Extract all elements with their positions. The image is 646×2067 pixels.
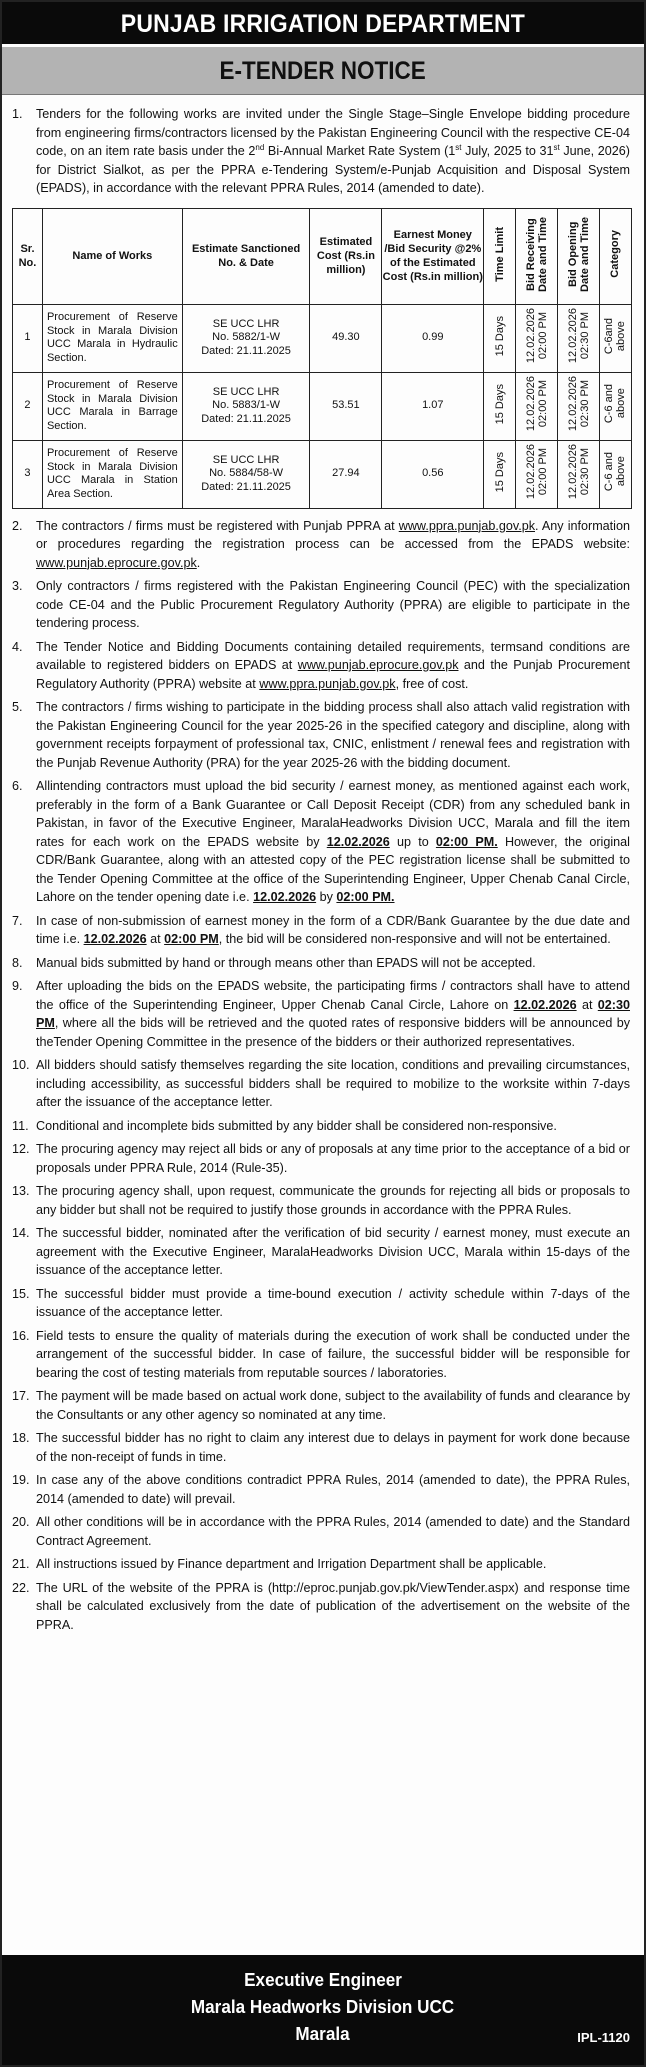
clause-text: The successful bidder, nominated after the verification of bid security / earnest money, must execute an agreement with the Executive Engineer, MaralaHeadworks Division UCC, Marala within 15-days of the issuance of the acceptance letter. — [36, 1226, 630, 1277]
opening-time: 02:00 PM. — [336, 890, 395, 904]
clause-13 — [12, 1182, 630, 1219]
cell-cost: 49.30 — [310, 304, 382, 372]
clause-number: 16. — [12, 1328, 30, 1343]
line: Dated: 21.11.2025 — [201, 344, 291, 357]
clause-9 — [12, 977, 630, 1051]
line: C-6and — [603, 317, 616, 354]
header-bid-opening — [558, 208, 600, 304]
deadline-time: 02:00 PM. — [435, 834, 498, 849]
label — [603, 452, 627, 491]
superscript: nd — [255, 142, 265, 152]
superscript: st — [455, 142, 462, 152]
line: SE UCC LHR — [212, 385, 280, 398]
clause-number: 1. — [12, 107, 23, 121]
cell-receiving — [516, 304, 558, 372]
text: , where all the bids will be retrieved and the quoted rates of responsive bidders will be announced by theTender Opening Committee in the presence of the bidders or their authorized representatives. — [36, 1016, 630, 1049]
text: Tenders for the following works are invited under the Single Stage–Single Envelope bidding procedure from engineering firms/contractors licensed by the Pakistan Engineering Council with the respective CE-04 code, on an item rate basis under the 2 — [36, 107, 630, 158]
cell-name: Procurement of Reserve Stock in Marala Division UCC Marala in Hydraulic Section. — [42, 304, 182, 372]
clause-number: 6. — [12, 779, 23, 793]
label — [525, 376, 549, 431]
label: 15 Days — [493, 383, 506, 424]
line: 12.02.2026 — [566, 444, 579, 500]
clause-number: 7. — [12, 913, 23, 928]
text: and the Punjab Procurement Regulatory Authority (PPRA) website at — [36, 658, 630, 691]
clause-20 — [12, 1513, 630, 1550]
line: 02:30 PM — [578, 380, 591, 428]
opening-date: 12.02.2026 — [513, 997, 577, 1012]
clause-6 — [12, 777, 630, 907]
text: at — [146, 932, 165, 946]
table-row — [13, 440, 632, 508]
clause-1 — [12, 105, 630, 198]
clause-text — [36, 912, 630, 949]
clause-number: 11. — [12, 1118, 29, 1133]
clause-number: 20. — [12, 1515, 30, 1529]
line: Bid Opening — [566, 221, 579, 287]
clause-8 — [12, 954, 630, 973]
text: Bi-Annual Market Rate System (1 — [264, 144, 456, 158]
text: The contractors / firms must be registered with Punjab PPRA at — [36, 518, 399, 533]
cell-earnest: 1.07 — [382, 372, 484, 440]
line: 12.02.2026 — [524, 444, 537, 500]
clause-17 — [12, 1387, 630, 1424]
line: 12.02.2026 — [524, 308, 537, 364]
deadline-date: 12.02.2026 — [326, 834, 390, 849]
line: 02:30 PM — [578, 312, 591, 360]
header-bid-receiving — [516, 208, 558, 304]
text: , free of cost. — [395, 676, 469, 691]
notice-title-bar — [2, 47, 644, 95]
notice-body — [2, 95, 644, 1634]
clause-10 — [12, 1056, 630, 1112]
table-row — [13, 304, 632, 372]
line: No. 5882/1-W — [212, 331, 281, 344]
clause-text: Field tests to ensure the quality of materials during the execution of work shall be conducted under the arrangement of the successful bidder. In case of failure, the successful bidder will be responsible for bearing the cost of testing materials from reputable sources / laboratories. — [36, 1328, 630, 1380]
works-table — [12, 208, 632, 509]
ppra-link[interactable]: www.ppra.punjab.gov.pk — [259, 676, 396, 691]
line: Date and Time — [536, 216, 549, 292]
clause-text: The successful bidder must provide a time-bound execution / activity schedule within 7-days of the issuance of the acceptance letter. — [36, 1286, 630, 1319]
text: July, 2025 to 31 — [461, 144, 554, 158]
clause-text: All other conditions will be in accordance with the PPRA Rules, 2014 (amended to date) and the Standard Contract Agreement. — [36, 1515, 630, 1548]
clause-11 — [12, 1117, 630, 1136]
cell-sr: 3 — [13, 440, 43, 508]
line: No. 5884/58-W — [209, 467, 284, 480]
clause-18 — [12, 1429, 630, 1466]
clause-number: 2. — [12, 518, 23, 533]
label: Category — [609, 230, 622, 278]
header-earnest: Earnest Money /Bid Security @2% of the Estimated Cost (Rs.in million) — [382, 208, 484, 304]
label — [567, 217, 591, 292]
clause-15 — [12, 1285, 630, 1322]
header-category — [599, 208, 631, 304]
cell-sr: 1 — [13, 304, 43, 372]
clause-text: The payment will be made based on actual work done, subject to the availability of funds and clearance by the Consultants or any other agency so nominated at any time. — [36, 1389, 630, 1422]
line: 02:30 PM — [578, 448, 591, 496]
line: Dated: 21.11.2025 — [201, 412, 291, 425]
line: 02:00 PM — [536, 312, 549, 360]
clause-text — [36, 105, 630, 198]
line: Dated: 21.11.2025 — [201, 480, 291, 493]
clause-text — [36, 777, 630, 907]
text: at — [576, 997, 598, 1012]
label — [567, 444, 591, 499]
line: C-6 and — [603, 384, 616, 424]
header-name: Name of Works — [42, 208, 182, 304]
clause-text: Manual bids submitted by hand or through means other than EPADS will not be accepted. — [36, 955, 536, 970]
clause-number: 21. — [12, 1557, 30, 1571]
clause-number: 13. — [12, 1184, 30, 1198]
clause-14 — [12, 1224, 630, 1280]
cell-name: Procurement of Reserve Stock in Marala Division UCC Marala in Barrage Section. — [42, 372, 182, 440]
label — [603, 318, 627, 354]
label: 15 Days — [493, 451, 506, 492]
cell-opening — [558, 372, 600, 440]
text: . Any information or procedures regarding the registration process can be accessed from the EPADS website: — [36, 518, 630, 551]
cell-cost: 27.94 — [310, 440, 382, 508]
clause-number: 14. — [12, 1226, 30, 1240]
clause-number: 12. — [12, 1142, 30, 1156]
signatory-location: Marala — [295, 2024, 351, 2044]
cell-category — [599, 304, 631, 372]
cell-name: Procurement of Reserve Stock in Marala Division UCC Marala in Station Area Section. — [42, 440, 182, 508]
opening-time: 02:30 PM — [36, 997, 630, 1030]
line: Bid Receiving — [524, 217, 537, 291]
cell-estimate — [182, 440, 310, 508]
line: Date and Time — [578, 216, 591, 292]
cell-earnest: 0.99 — [382, 304, 484, 372]
cell-opening — [558, 440, 600, 508]
clause-3 — [12, 577, 630, 633]
clause-4 — [12, 638, 630, 694]
clause-number: 15. — [12, 1286, 30, 1301]
text: June, 2026) for District Sialkot, as per the PPRA e-Tendering System/e-Punjab Acquisition and Disposal System (EPADS), in accordance with the relevant PPRA Rules, 2014 (amended to date). — [36, 144, 630, 195]
text: by — [316, 890, 337, 904]
line: above — [615, 456, 628, 487]
clause-text: Only contractors / firms registered with the Pakistan Engineering Council (PEC) with the specialization code CE-04 and the Public Procurement Regulatory Authority (PPRA) are eligible to participate in the tendering process. — [36, 579, 630, 630]
header-cost: Estimated Cost (Rs.in million) — [310, 208, 382, 304]
cell-time-limit — [484, 304, 516, 372]
due-time: 02:00 PM — [164, 932, 219, 946]
epads-link[interactable]: www.punjab.eprocure.gov.pk — [36, 555, 197, 570]
text: However, the original CDR/Bank Guarantee, along with an attested copy of the PEC registration license shall be submitted to the Tender Opening Committee at the office of the Superintending Engineer, Upper Chenab Canal Circle, Lahore on the tender opening date i.e. — [36, 834, 630, 904]
signature-block — [2, 1955, 644, 2065]
clause-text: The URL of the website of the PPRA is (http://eproc.punjab.gov.pk/ViewTender.aspx) and response time shall be calculated exclusively from the date of publication of the advertisement on the website of the PPRA. — [36, 1580, 630, 1632]
text: up to — [389, 834, 436, 849]
line: SE UCC LHR — [212, 317, 280, 330]
clause-12 — [12, 1140, 630, 1177]
signatory-division: Marala Headworks Division UCC — [191, 1997, 455, 2017]
reference-code: IPL-1120 — [577, 2030, 630, 2045]
clause-text: The successful bidder has no right to claim any interest due to delays in payment for work done because of the non-receipt of funds in time. — [36, 1431, 630, 1464]
department-title: PUNJAB IRRIGATION DEPARTMENT — [2, 2, 644, 44]
clause-text: All instructions issued by Finance department and Irrigation Department shall be applicable. — [36, 1557, 547, 1571]
line: 12.02.2026 — [524, 376, 537, 432]
cell-estimate — [182, 304, 310, 372]
text: . — [196, 555, 201, 570]
cell-opening — [558, 304, 600, 372]
clause-7 — [12, 912, 630, 949]
clause-5 — [12, 698, 630, 772]
clause-16 — [12, 1327, 630, 1383]
signatory-title: Executive Engineer — [244, 1970, 402, 1990]
label: 15 Days — [493, 315, 506, 356]
clause-text: Conditional and incomplete bids submitted by any bidder shall be considered non-responsive. — [36, 1118, 557, 1133]
header-time-limit — [484, 208, 516, 304]
cell-earnest: 0.56 — [382, 440, 484, 508]
label: Time Limit — [493, 226, 506, 282]
text: After uploading the bids on the EPADS website, the participating firms / contractors shall have to attend the office of the Superintending Engineer, Upper Chenab Canal Circle, Lahore on — [36, 979, 630, 1012]
line: 12.02.2026 — [566, 308, 579, 364]
due-date: 12.02.2026 — [83, 932, 147, 946]
clause-text: All bidders should satisfy themselves regarding the site location, conditions and prevailing circumstances, including accessibility, as successful bidders shall be required to mobilize to the worksite within 7-days after the issuance of the acceptance letter. — [36, 1058, 630, 1109]
cell-time-limit — [484, 372, 516, 440]
clause-19 — [12, 1471, 630, 1508]
clause-number: 19. — [12, 1473, 30, 1487]
clause-number: 9. — [12, 979, 23, 993]
clause-number: 8. — [12, 955, 23, 970]
clause-2 — [12, 517, 630, 573]
clause-number: 4. — [12, 639, 23, 654]
clause-text — [36, 517, 630, 573]
line: above — [615, 320, 628, 351]
label — [567, 308, 591, 363]
clause-number: 10. — [12, 1058, 30, 1072]
clause-text — [36, 977, 630, 1051]
clause-text — [36, 638, 630, 694]
label — [567, 376, 591, 431]
text: The Tender Notice and Bidding Documents containing detailed requirements, termsand conditions are available to registered bidders on EPADS at — [36, 639, 630, 672]
line: 12.02.2026 — [566, 376, 579, 432]
text: In case of non-submission of earnest money in the form of a CDR/Bank Guarantee by the due date and time i.e. — [36, 913, 630, 946]
opening-date: 12.02.2026 — [253, 890, 317, 904]
clause-text: In case any of the above conditions contradict PPRA Rules, 2014 (amended to date), the PPRA Rules, 2014 (amended to date) will prevail. — [36, 1473, 630, 1506]
cell-receiving — [516, 372, 558, 440]
clause-text: The contractors / firms wishing to participate in the bidding process shall also attach valid registration with the Pakistan Engineering Council for the year 2025-26 in the specified category and discipline, along with government receipts forpayment of professional tax, CNIC, enlistment / renewal fees and registration with the Punjab Revenue Authority (PRA) for the year 2025-26 with the bidding document. — [36, 700, 630, 770]
text: Allintending contractors must upload the bid security / earnest money, as mentioned against each work, preferably in the form of a Bank Guarantee or Call Deposit Receipt (CDR) from any scheduled bank in Pakistan, in favor of the Executive Engineer, MaralaHeadworks Division UCC, Marala and fill the item rates for each work on the EPADS website by — [36, 779, 630, 849]
line: 02:00 PM — [536, 380, 549, 428]
line: No. 5883/1-W — [212, 399, 281, 412]
clause-22 — [12, 1579, 630, 1635]
label — [525, 308, 549, 363]
line: SE UCC LHR — [212, 453, 280, 466]
text: , the bid will be considered non-responsive and will not be entertained. — [218, 932, 611, 946]
clause-text: The procuring agency shall, upon request, communicate the grounds for rejecting all bids or proposals to any bidder but shall not be required to justify those grounds in accordance with the PPRA Rules. — [36, 1184, 630, 1217]
clause-number: 5. — [12, 700, 23, 714]
table-row — [13, 372, 632, 440]
cell-sr: 2 — [13, 372, 43, 440]
line: 02:00 PM — [536, 448, 549, 496]
line: above — [615, 388, 628, 419]
clause-number: 17. — [12, 1389, 30, 1403]
cell-time-limit — [484, 440, 516, 508]
header-estimate: Estimate Sanctioned No. & Date — [182, 208, 310, 304]
clause-text: The procuring agency may reject all bids or any of proposals at any time prior to the acceptance of a bid or proposals under PPRA Rule, 2014 (Rule-35). — [36, 1142, 630, 1175]
clause-number: 22. — [12, 1580, 30, 1595]
cell-estimate — [182, 372, 310, 440]
notice-title: E-TENDER NOTICE — [219, 57, 427, 85]
header-sr: Sr. No. — [13, 208, 43, 304]
label — [525, 444, 549, 499]
cell-category — [599, 440, 631, 508]
clause-21 — [12, 1555, 630, 1574]
clause-number: 3. — [12, 579, 23, 593]
ppra-link[interactable]: www.ppra.punjab.gov.pk — [398, 518, 536, 533]
label — [603, 384, 627, 423]
cell-category — [599, 372, 631, 440]
line: C-6 and — [603, 452, 616, 492]
label — [525, 217, 549, 292]
cell-cost: 53.51 — [310, 372, 382, 440]
epads-link[interactable]: www.punjab.eprocure.gov.pk — [297, 658, 459, 672]
clause-number: 18. — [12, 1431, 30, 1445]
table-header-row — [13, 208, 632, 304]
cell-receiving — [516, 440, 558, 508]
superscript: st — [553, 142, 560, 152]
